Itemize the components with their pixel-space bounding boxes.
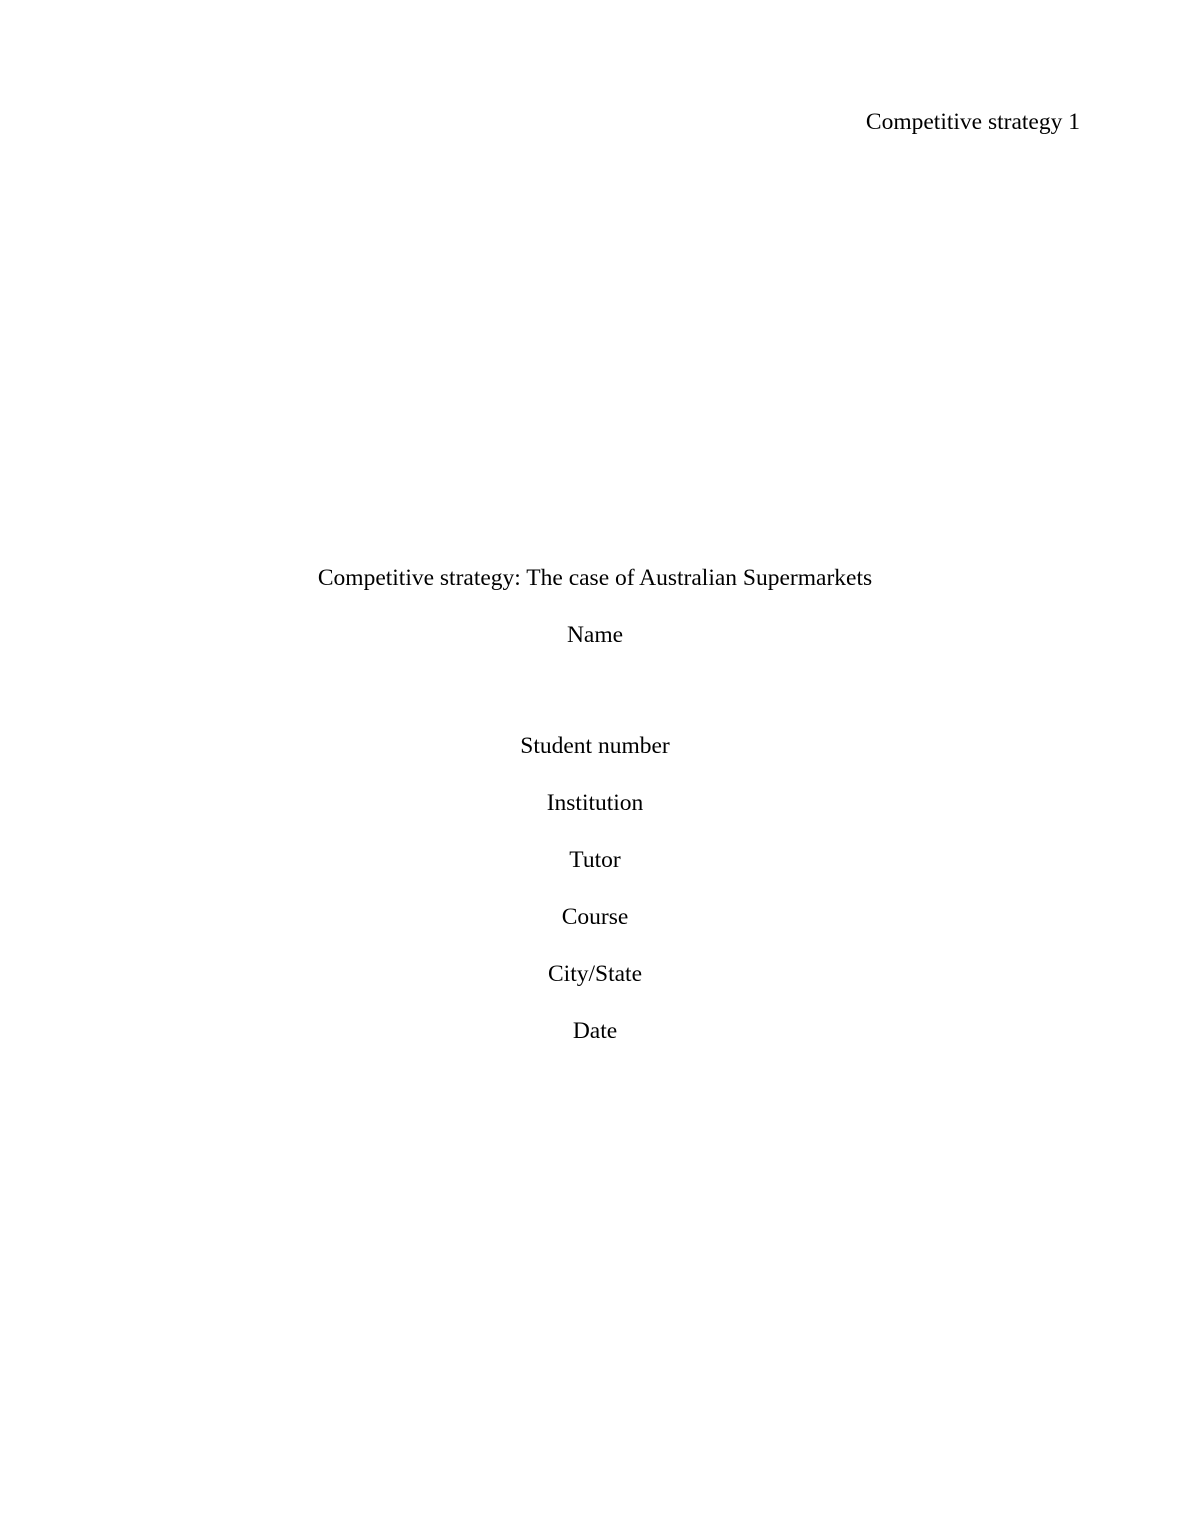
- author-name-field: Name: [566, 622, 624, 649]
- tutor-field: Tutor: [569, 847, 621, 874]
- institution-field: Institution: [546, 790, 644, 817]
- date-field: Date: [572, 1018, 618, 1045]
- title-block-spacer: [0, 679, 1190, 733]
- page-title: Competitive strategy: The case of Australian Supermarkets: [317, 565, 873, 591]
- running-head: Competitive strategy 1: [865, 109, 1080, 135]
- title-block: [0, 565, 1190, 1045]
- city-state-field: City/State: [548, 961, 642, 988]
- student-number-field: Student number: [520, 733, 670, 760]
- course-field: Course: [561, 904, 629, 931]
